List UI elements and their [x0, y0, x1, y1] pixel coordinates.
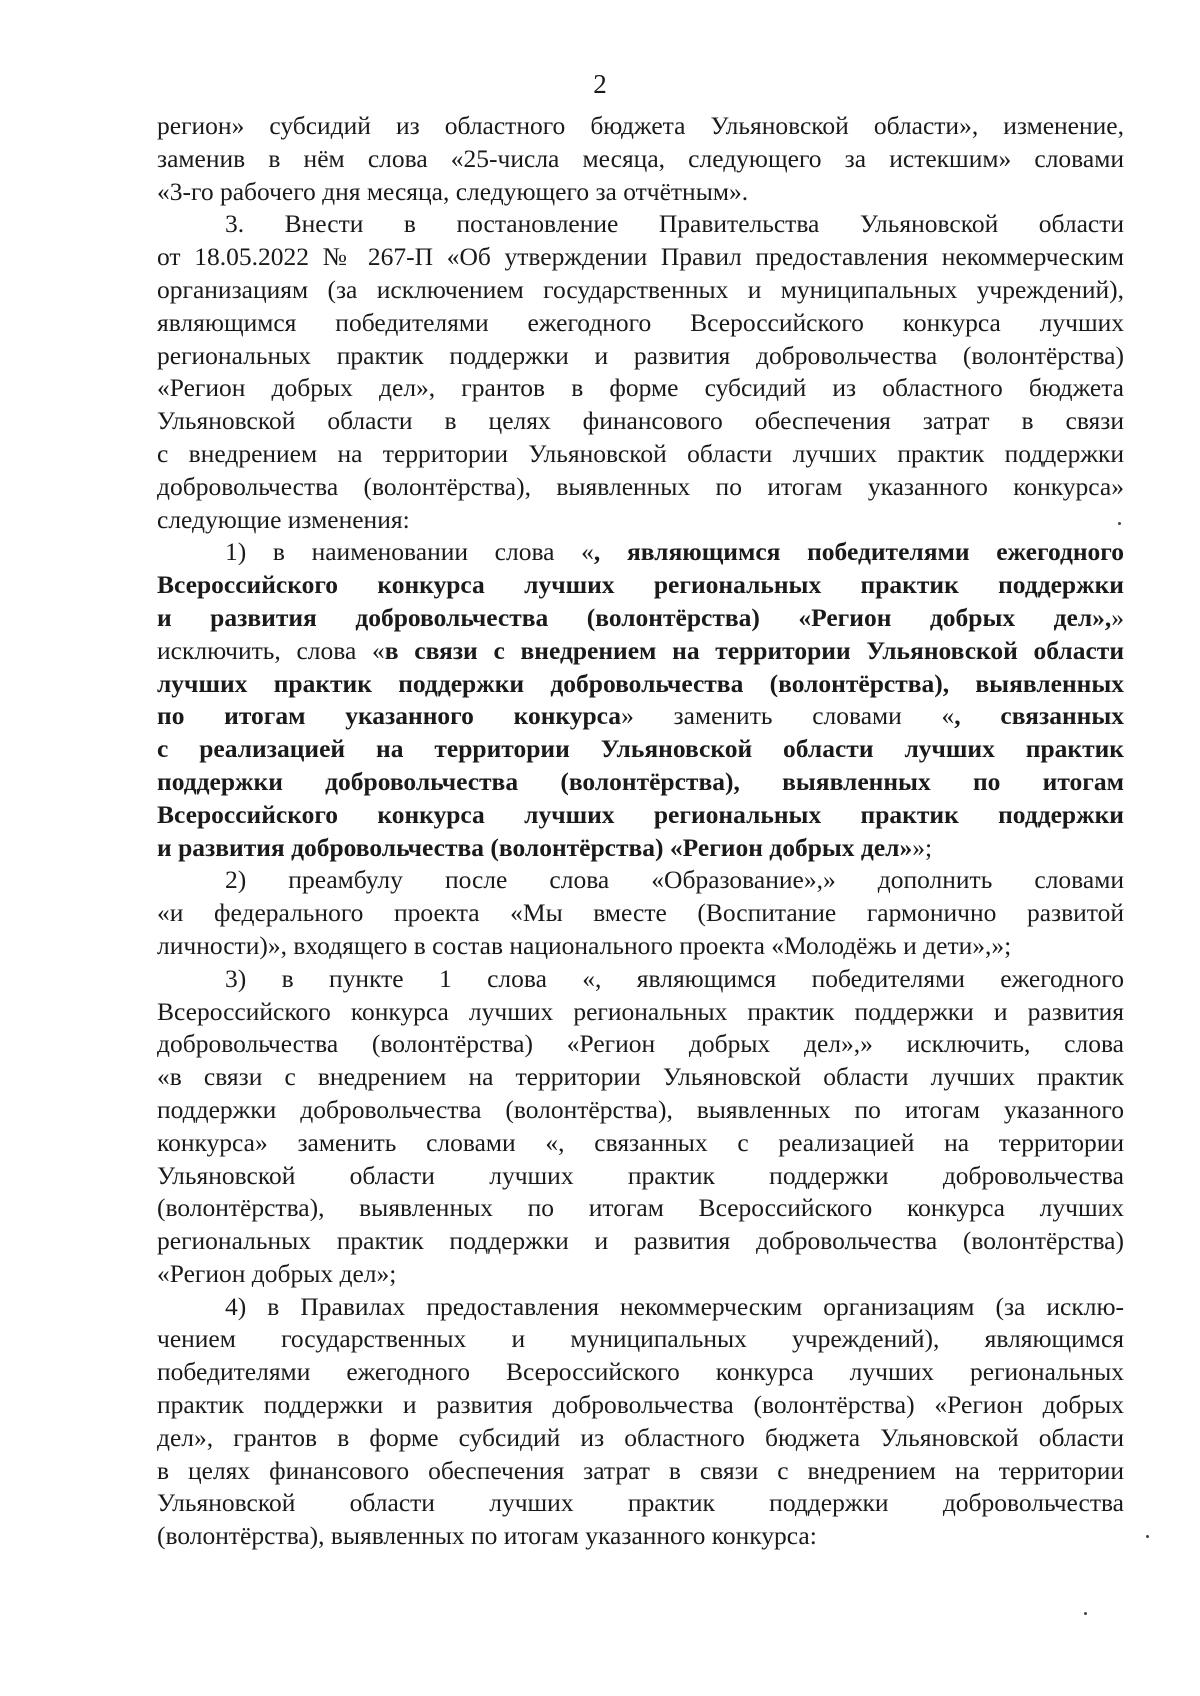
text-run: »; [912, 832, 933, 862]
text-line [157, 1520, 1124, 1553]
text-line [157, 438, 1124, 471]
text-line [157, 176, 1124, 209]
text-line [157, 143, 1124, 176]
text-run: 4) в Правилах предоставления некоммерческим организациям (за исклю- [225, 1291, 1124, 1321]
scan-artifact-dot [1146, 1535, 1149, 1538]
text-line [157, 307, 1124, 340]
text-line [157, 1028, 1124, 1061]
text-line [157, 1160, 1124, 1193]
text-run: Ульяновской области лучших практик поддержки добровольчества [157, 1160, 1124, 1190]
text-line [157, 1356, 1124, 1389]
text-run: (волонтёрства), выявленных по итогам указанного конкурса: [157, 1521, 817, 1551]
text-line [157, 1127, 1124, 1160]
text-line [157, 241, 1124, 274]
text-line [157, 996, 1124, 1029]
text-run: 3. Внести в постановление Правительства Ульяновской области [225, 209, 1124, 239]
text-line [157, 274, 1124, 307]
text-line [157, 1455, 1124, 1488]
text-line [157, 963, 1124, 996]
text-run: «Регион добрых дел», грантов в форме субсидий из областного бюджета [157, 373, 1124, 403]
bold-text-run: Всероссийского конкурса лучших региональных практик поддержки [157, 570, 1124, 600]
text-run: » заменить словами « [621, 701, 955, 731]
text-line [157, 471, 1124, 504]
scan-artifact-dot [1118, 522, 1121, 525]
text-line [157, 1192, 1124, 1225]
text-run: «в связи с внедрением на территории Ульяновской области лучших практик [157, 1062, 1124, 1092]
text-run: следующие изменения: [157, 504, 410, 534]
bold-text-run: с реализацией на территории Ульяновской области лучших практик [157, 734, 1124, 764]
document-body [157, 110, 1124, 1553]
text-line [157, 799, 1124, 832]
bold-text-run: , являющимся победителями ежегодного [593, 537, 1124, 567]
text-run: в целях финансового обеспечения затрат в связи с внедрением на территории [157, 1455, 1124, 1485]
text-line [157, 504, 1124, 537]
text-run: конкурса» заменить словами «, связанных с реализацией на территории [157, 1127, 1124, 1157]
text-run: «Регион добрых дел»; [157, 1258, 397, 1288]
text-run: региональных практик поддержки и развития добровольчества (волонтёрства) [157, 340, 1124, 370]
text-line [157, 1094, 1124, 1127]
text-run: исключить, слова « [157, 635, 385, 665]
text-line [157, 700, 1124, 733]
text-line [157, 1291, 1124, 1324]
text-run: Ульяновской области лучших практик поддержки добровольчества [157, 1488, 1124, 1518]
bold-text-run: и развития добровольчества (волонтёрства) «Регион добрых дел», [157, 602, 1112, 632]
text-run: являющимся победителями ежегодного Всероссийского конкурса лучших [157, 307, 1124, 337]
text-line [157, 635, 1124, 668]
text-run: добровольчества (волонтёрства), выявленных по итогам указанного конкурса» [157, 471, 1124, 501]
text-line [157, 1061, 1124, 1094]
text-line [157, 569, 1124, 602]
text-line [157, 832, 1124, 865]
bold-text-run: по итогам указанного конкурса [157, 701, 622, 731]
text-line [157, 340, 1124, 373]
text-run: поддержки добровольчества (волонтёрства), выявленных по итогам указанного [157, 1094, 1124, 1124]
text-run: «и федерального проекта «Мы вместе (Воспитание гармонично развитой [157, 898, 1124, 928]
text-line [157, 602, 1124, 635]
text-run: от 18.05.2022 № 267-П «Об утверждении Правил предоставления некоммерческим [157, 242, 1124, 272]
bold-text-run: , связанных [954, 701, 1124, 731]
text-line [157, 1258, 1124, 1291]
text-line [157, 766, 1124, 799]
page-number: 2 [593, 69, 607, 99]
text-run: Всероссийского конкурса лучших региональных практик поддержки и развития [157, 996, 1124, 1026]
text-line [157, 1389, 1124, 1422]
text-run: Ульяновской области в целях финансового обеспечения затрат в связи [157, 406, 1124, 436]
text-run: победителями ежегодного Всероссийского конкурса лучших региональных [157, 1357, 1124, 1387]
text-run: (волонтёрства), выявленных по итогам Всероссийского конкурса лучших [157, 1193, 1124, 1223]
text-run: чением государственных и муниципальных учреждений), являющимся [157, 1324, 1124, 1354]
text-run: добровольчества (волонтёрства) «Регион добрых дел»,» исключить, слова [157, 1029, 1124, 1059]
scan-artifact-dot [1084, 1612, 1087, 1615]
text-line [157, 536, 1124, 569]
text-line [157, 110, 1124, 143]
text-line [157, 1422, 1124, 1455]
text-line [157, 372, 1124, 405]
text-line [157, 897, 1124, 930]
text-line [157, 864, 1124, 897]
text-run: 1) в наименовании слова « [225, 537, 594, 567]
text-line [157, 733, 1124, 766]
bold-text-run: и развития добровольчества (волонтёрства) «Регион добрых дел» [157, 832, 913, 862]
text-run: регион» субсидий из областного бюджета Ульяновской области», изменение, [157, 111, 1124, 140]
text-run: заменив в нём слова «25-числа месяца, следующего за истекшим» словами [157, 143, 1124, 173]
text-line [157, 1225, 1124, 1258]
text-line [157, 405, 1124, 438]
text-run: 3) в пункте 1 слова «, являющимся победителями ежегодного [225, 963, 1124, 993]
text-line [157, 668, 1124, 701]
text-line [157, 208, 1124, 241]
text-run: практик поддержки и развития добровольчества (волонтёрства) «Регион добрых [157, 1390, 1124, 1420]
text-run: «3-го рабочего дня месяца, следующего за отчётным». [157, 176, 749, 206]
text-run: дел», грантов в форме субсидий из областного бюджета Ульяновской области [157, 1422, 1124, 1452]
text-run: 2) преамбулу после слова «Образование»,» дополнить словами [225, 865, 1124, 895]
bold-text-run: лучших практик поддержки добровольчества (волонтёрства), выявленных [157, 668, 1124, 698]
text-line [157, 930, 1124, 963]
bold-text-run: в связи с внедрением на территории Ульяновской области [384, 635, 1125, 665]
text-run: личности)», входящего в состав национального проекта «Молодёжь и дети»,»; [157, 930, 1012, 960]
text-run: региональных практик поддержки и развития добровольчества (волонтёрства) [157, 1226, 1124, 1256]
text-run: с внедрением на территории Ульяновской области лучших практик поддержки [157, 438, 1124, 468]
bold-text-run: поддержки добровольчества (волонтёрства), выявленных по итогам [157, 766, 1124, 796]
text-line [157, 1487, 1124, 1520]
text-run: » [1111, 602, 1124, 632]
bold-text-run: Всероссийского конкурса лучших региональных практик поддержки [157, 799, 1124, 829]
text-run: организациям (за исключением государственных и муниципальных учреждений), [157, 274, 1124, 304]
text-line [157, 1323, 1124, 1356]
